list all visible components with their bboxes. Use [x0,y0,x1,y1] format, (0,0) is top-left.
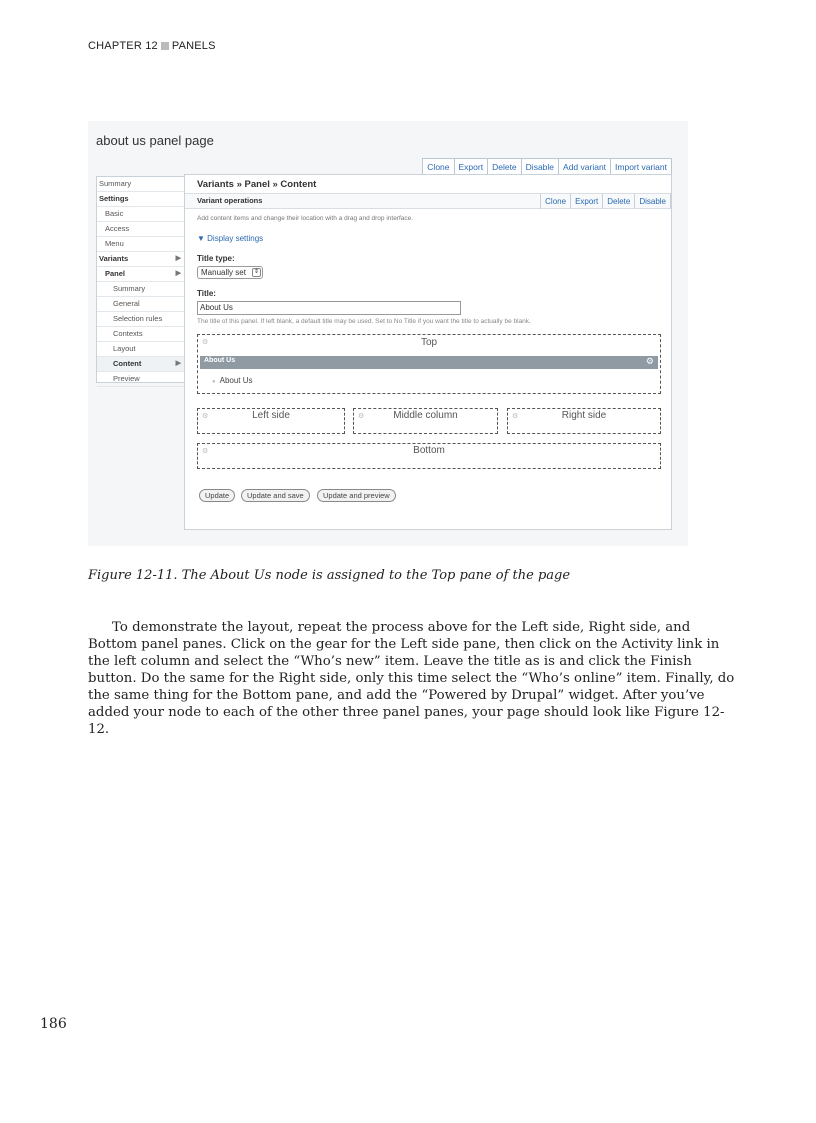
sidebar-item-preview[interactable]: Preview [97,372,184,387]
bullet-icon: ● [212,379,216,385]
tab-delete[interactable]: Delete [488,159,522,175]
pane-top [197,334,661,394]
sidebar-item-label: Content [113,359,142,368]
figure-caption: Figure 12-11. The About Us node is assigned to the Top pane of the page [88,568,571,583]
pane-top-title: Top [420,337,438,348]
variant-tab-delete[interactable]: Delete [603,194,635,209]
sidebar-item-selection-rules[interactable]: Selection rules [97,312,184,327]
variant-operations-title: Variant operations [197,196,263,205]
pane-middle-column [353,408,498,434]
body-paragraph: To demonstrate the layout, repeat the process above for the Left side, Right side, and Bottom panel panes. Click on the gear for the Left side pane, then click on the Activity link in the left column and select the “Who’s new” item. Leave the title as is and click the Finish button. Do the same for the Right side, only this time select the “Who’s online” item. Finally, do the same thing for the Bottom pane, and add the “Powered by Drupal” widget. After you’ve added your node to each of the other three panel panes, your page should look like Figure 12-12. [88,620,735,737]
sidebar-item-panel-summary[interactable]: Summary [97,282,184,297]
title-type-label: Title type: [197,254,235,263]
variant-tabs [540,194,671,209]
running-head [88,40,216,52]
separator-square-icon [161,42,169,50]
sidebar-item-basic[interactable]: Basic [97,207,184,222]
pane-middle-title: Middle column [393,410,458,421]
pane-right-title: Right side [561,410,607,421]
gear-icon[interactable]: ⚙ [512,413,519,420]
sidebar-item-label: Variants [99,254,129,263]
sidebar-item-panel[interactable] [97,267,184,282]
sidebar-item-menu[interactable]: Menu [97,237,184,252]
page-number: 186 [40,1016,67,1032]
variant-tab-disable[interactable]: Disable [635,194,671,209]
content-panel [184,174,672,530]
arrow-right-icon: ▶ [175,270,181,277]
select-arrows-icon: ⇕ [253,269,260,275]
breadcrumb: Variants » Panel » Content [197,179,317,190]
gear-icon[interactable]: ⚙ [202,413,209,420]
tab-export[interactable]: Export [455,159,489,175]
sidebar-item-general[interactable]: General [97,297,184,312]
gear-icon[interactable]: ⚙ [202,339,209,346]
node-bar-title: About Us [204,357,236,364]
node-bar[interactable] [200,356,658,369]
tab-import-variant[interactable]: Import variant [615,162,667,172]
section-label: PANELS [171,40,216,52]
update-and-preview-button[interactable]: Update and preview [317,489,396,502]
variant-operations-bar [185,193,671,209]
sidebar-item-settings[interactable]: Settings [97,192,184,207]
title-type-select[interactable] [197,266,263,279]
variant-tab-clone[interactable]: Clone [541,194,571,209]
sidebar [96,176,185,383]
sidebar-item-layout[interactable]: Layout [97,342,184,357]
page-title: about us panel page [96,133,214,148]
pane-left-title: Left side [252,410,290,421]
title-type-value: Manually set [201,268,246,277]
gear-icon[interactable]: ⚙ [645,356,654,366]
chapter-label: CHAPTER 12 [88,40,158,52]
node-body-text: About Us [219,376,253,385]
tab-add-variant[interactable]: Add variant [559,159,611,175]
sidebar-item-summary[interactable]: Summary [97,177,184,192]
arrow-right-icon: ▶ [175,255,181,262]
update-button[interactable]: Update [199,489,235,502]
tab-clone[interactable]: Clone [423,159,454,175]
variant-tab-export[interactable]: Export [571,194,603,209]
title-label: Title: [197,289,216,298]
sidebar-item-contexts[interactable]: Contexts [97,327,184,342]
screenshot-figure [88,121,688,546]
title-input[interactable]: About Us [197,301,461,315]
pane-bottom-title: Bottom [413,445,445,456]
pane-left-side [197,408,345,434]
gear-icon[interactable]: ⚙ [358,413,365,420]
update-and-save-button[interactable]: Update and save [241,489,310,502]
help-text: Add content items and change their location with a drag and drop interface. [197,215,414,222]
pane-right-side [507,408,661,434]
pane-bottom [197,443,661,469]
title-help-text: The title of this panel. If left blank, a default title may be used. Set to No Title if you want the title to actually be blank. [197,318,531,325]
sidebar-item-label: Panel [105,269,126,278]
gear-icon[interactable]: ⚙ [202,448,209,455]
arrow-right-icon: ▶ [175,360,181,367]
display-settings-link[interactable]: ▼ Display settings [197,234,264,243]
node-body [212,376,253,385]
sidebar-item-access[interactable]: Access [97,222,184,237]
sidebar-item-content[interactable] [97,357,184,372]
tab-disable[interactable]: Disable [522,159,559,175]
sidebar-item-variants[interactable] [97,252,184,267]
